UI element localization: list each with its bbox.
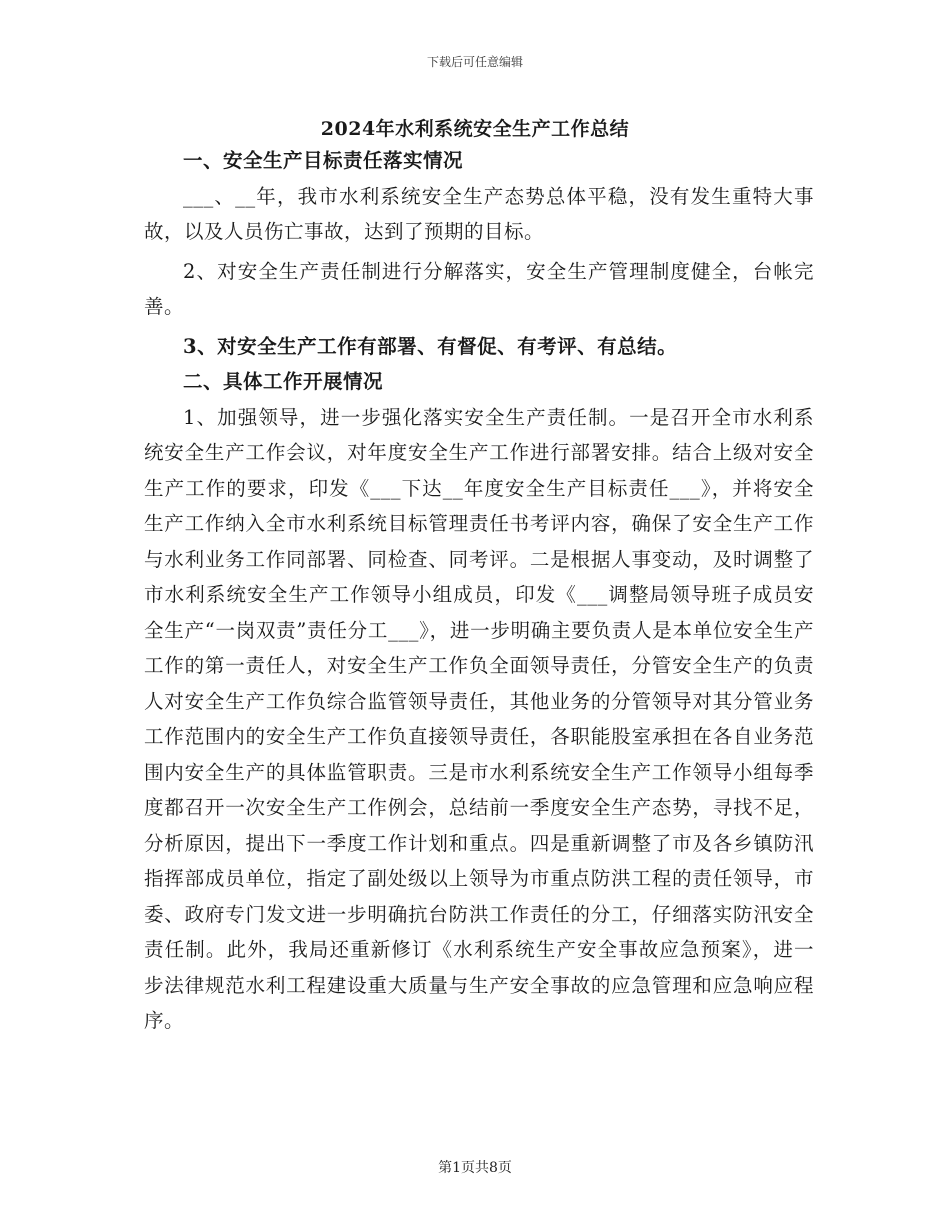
paragraph-bold: 3、对安全生产工作有部署、有督促、有考评、有总结。 (183, 334, 678, 358)
page-footer: 第1页共8页 (438, 1160, 512, 1176)
paragraph: 2、对安全生产责任制进行分解落实，安全生产管理制度健全，台帐完善。 (144, 259, 814, 318)
header-note: 下载后可任意编辑 (426, 55, 523, 69)
section-heading-1: 一、安全生产目标责任落实情况 (183, 149, 464, 172)
document-title: 2024年水利系统安全生产工作总结 (320, 118, 630, 140)
paragraph: 1、加强领导，进一步强化落实安全生产责任制。一是召开全市水利系统安全生产工作会议，对年度安全生产工作进行部署安排。结合上级对安全生产工作的要求，印发《___下达__年度安全生产目标责任___》，并将安全生产工作纳入全市水利系统目标管理责任书考评内容，确保了安全生产工作与水利业务工作同部署、同检查、同考评。二是根据人事变动，及时调整了市水利系统安全生产工作领导小组成员，印发《___调整局领导班子成员安全生产“一岗双责”责任分工___》，进一步明确主要负责人是本单位安全生产工作的第一责任人，对安全生产工作负全面领导责任，分管安全生产的负责人对安全生产工作负综合监管领导责任，其他业务的分管领导对其分管业务工作范围内的安全生产工作负直接领导责任，各职能股室承担在各自业务范围内安全生产的具体监管职责。三是市水利系统安全生产工作领导小组每季度都召开一次安全生产工作例会，总结前一季度安全生产态势，寻找不足，分析原因，提出下一季度工作计划和重点。四是重新调整了市及各乡镇防汛指挥部成员单位，指定了副处级以上领导为市重点防洪工程的责任领导，市委、政府专门发文进一步明确抗台防洪工作责任的分工，仔细落实防汛安全责任制。此外，我局还重新修订《水利系统生产安全事故应急预案》，进一步法律规范水利工程建设重大质量与生产安全事故的应急管理和应急响应程序。 (144, 405, 814, 1032)
section-heading-2: 二、具体工作开展情况 (183, 370, 384, 393)
paragraph: ___、__年，我市水利系统安全生产态势总体平稳，没有发生重特大事故，以及人员伤亡事故，达到了预期的目标。 (144, 184, 814, 243)
document-body (144, 143, 814, 1039)
